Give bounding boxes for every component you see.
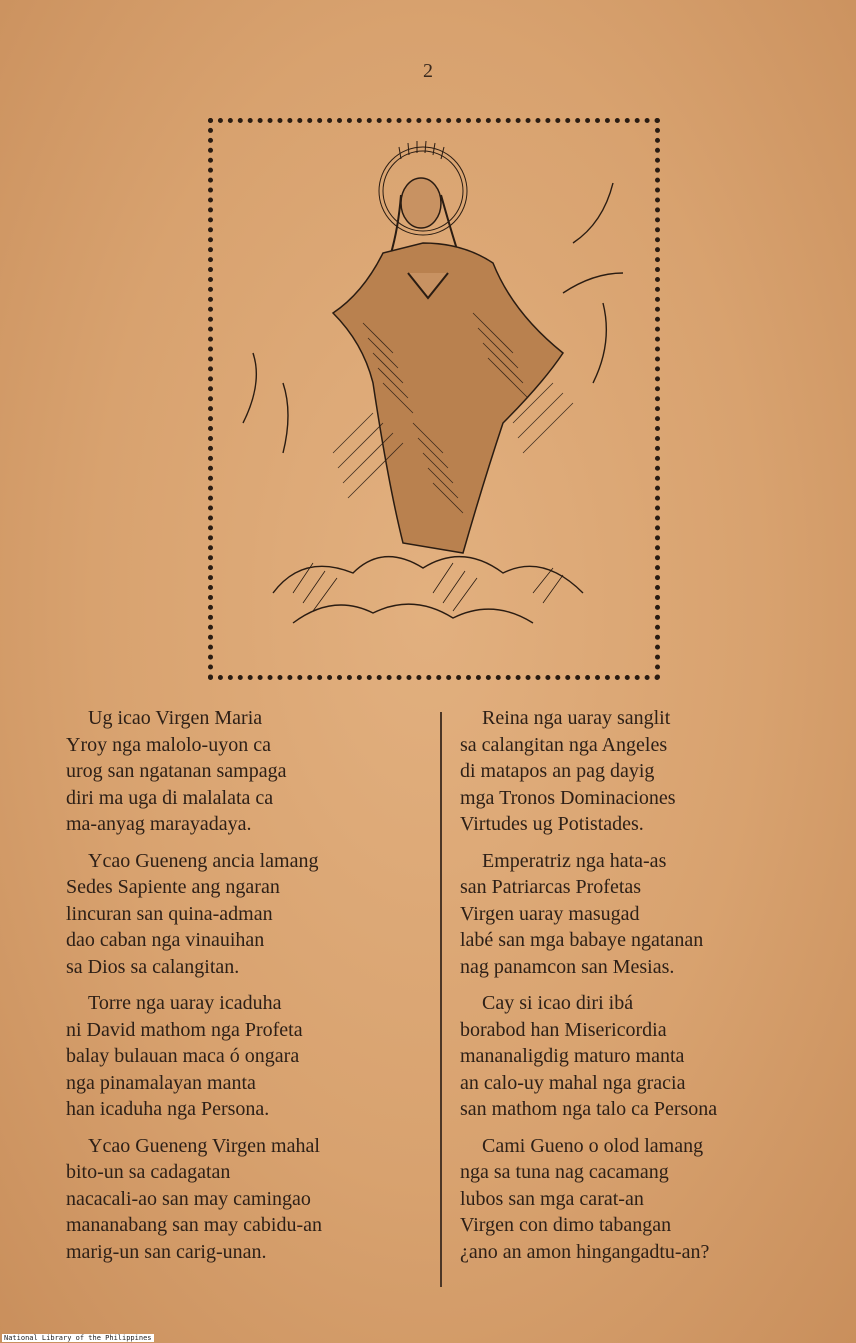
verse-line: urog san ngatanan sampaga	[66, 760, 287, 782]
verse-line: marig-un san carig-unan.	[66, 1240, 267, 1263]
stanza	[66, 848, 436, 981]
verse-line: Reina nga uaray sanglit	[482, 707, 671, 729]
verse-line: Virgen uaray masugad	[460, 902, 640, 925]
verse-line: lincuran san quina-adman	[66, 902, 273, 925]
stanza	[66, 705, 436, 838]
verse-line: di matapos an pag dayig	[460, 760, 655, 782]
footer-credit: National Library of the Philippines	[4, 1334, 152, 1342]
verse-line: san Patriarcas Profetas	[460, 876, 642, 898]
verse-line: san mathom nga talo ca Persona	[460, 1098, 718, 1120]
verse-line: balay bulauan maca ó ongara	[66, 1045, 300, 1067]
verse-line: Cami Gueno o olod lamang	[482, 1134, 704, 1157]
verse-line: lubos san mga carat-an	[460, 1187, 644, 1210]
stanza	[460, 848, 840, 981]
verse-line: ¿ano an amon hingangadtu-an?	[460, 1240, 710, 1263]
verse-line: ni David mathom nga Profeta	[66, 1018, 303, 1041]
verse-line: nag panamcon san Mesias.	[460, 955, 675, 978]
verse-line: Virgen con dimo tabangan	[460, 1214, 672, 1236]
virgin-mary-engraving-icon	[213, 123, 655, 675]
stanza	[66, 1133, 436, 1266]
verse-line: sa calangitan nga Angeles	[460, 733, 668, 756]
verse-line: han icaduha nga Persona.	[66, 1098, 270, 1120]
verse-line: mananaligdig maturo manta	[460, 1045, 685, 1067]
verse-line: Ug icao Virgen Maria	[88, 707, 263, 729]
page-number: 2	[423, 60, 433, 82]
stanza	[460, 705, 840, 838]
verse-line: mananabang san may cabidu-an	[66, 1214, 323, 1236]
stanza	[460, 1133, 840, 1266]
poem-right-column	[460, 705, 840, 1275]
verse-line: labé san mga babaye ngatanan	[460, 929, 704, 951]
verse-line: Virtudes ug Potistades.	[460, 813, 644, 835]
verse-line: Sedes Sapiente ang ngaran	[66, 876, 280, 898]
poem-left-column	[66, 705, 436, 1275]
illustration-frame	[208, 118, 660, 680]
verse-line: nga pinamalayan manta	[66, 1071, 256, 1094]
verse-line: Emperatriz nga hata-as	[482, 849, 667, 872]
column-divider	[440, 712, 442, 1287]
verse-line: nga sa tuna nag cacamang	[460, 1161, 669, 1183]
verse-line: sa Dios sa calangitan.	[66, 955, 240, 978]
verse-line: ma-anyag marayadaya.	[66, 813, 252, 835]
verse-line: Torre nga uaray icaduha	[88, 992, 282, 1014]
stanza	[66, 990, 436, 1123]
verse-line: mga Tronos Dominaciones	[460, 786, 676, 809]
verse-line: Ycao Gueneng Virgen mahal	[88, 1134, 320, 1157]
verse-line: dao caban nga vinauihan	[66, 929, 265, 951]
stanza	[460, 990, 840, 1123]
verse-line: borabod han Misericordia	[460, 1018, 667, 1041]
verse-line: nacacali-ao san may camingao	[66, 1187, 311, 1210]
verse-line: an calo-uy mahal nga gracia	[460, 1071, 686, 1094]
verse-line: diri ma uga di malalata ca	[66, 786, 274, 809]
verse-line: Cay si icao diri ibá	[482, 992, 634, 1014]
verse-line: Ycao Gueneng ancia lamang	[88, 849, 319, 872]
verse-line: bito-un sa cadagatan	[66, 1161, 231, 1183]
verse-line: Yroy nga malolo-uyon ca	[66, 733, 271, 756]
